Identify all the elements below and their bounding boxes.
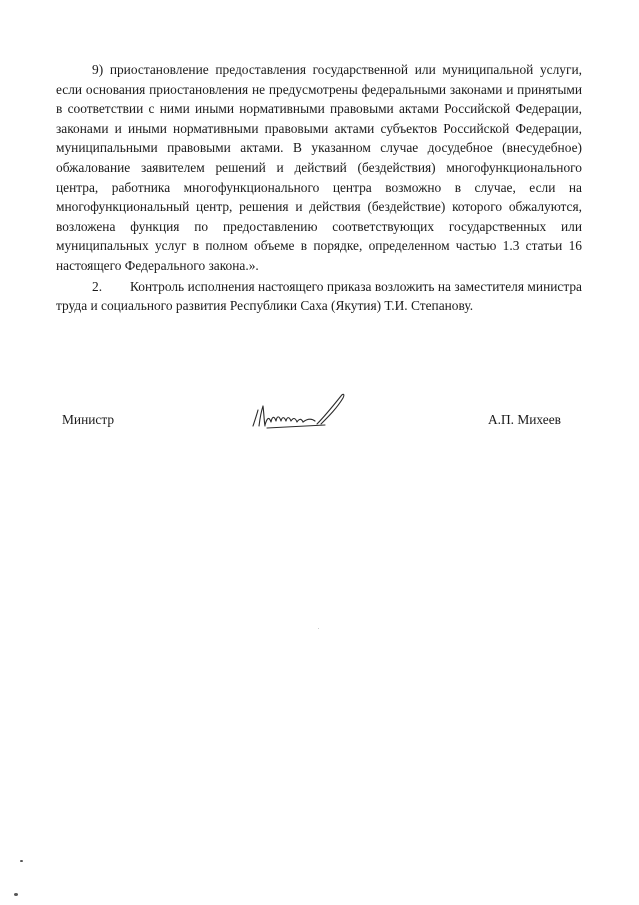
signatory-name: А.П. Михеев <box>487 412 561 427</box>
paragraph-item-9: 9) приостановление предоставления государственной или муниципальной услуги, если основания приостановления не предусмотрены федеральными законами и принятыми в соответствии с ними иными нормативными правовыми актами Российской Федерации, законами и иными нормативными правовыми актами субъектов Российской Федерации, муниципальными правовыми актами. В указанном случае досудебное (внесудебное) обжалование заявителем решений и действий (бездействия) многофункционального центра, работника многофункционального центра возможно в случае, если на многофункциональный центр, решения и действия (бездействие) которого обжалуются, возложена функция по предоставлению соответствующих государственных или муниципальных услуг в полном объеме в порядке, определенном частью 1.3 статьи 16 настоящего Федерального закона.». <box>56 62 582 273</box>
paragraph-2-text: Контроль исполнения настоящего приказа возложить на заместителя министра труда и социального развития Республики Саха (Якутия) Т.И. Степанову. <box>56 278 582 314</box>
paragraph-2 <box>56 277 582 316</box>
signatory-title: Министр <box>62 412 115 427</box>
scan-speck <box>20 860 23 862</box>
paragraph-2-number: 2. <box>92 278 103 294</box>
document-body <box>56 60 582 316</box>
scan-speck <box>318 628 319 629</box>
handwritten-signature <box>245 388 355 438</box>
scan-speck <box>14 893 18 896</box>
signature-row <box>0 410 639 440</box>
